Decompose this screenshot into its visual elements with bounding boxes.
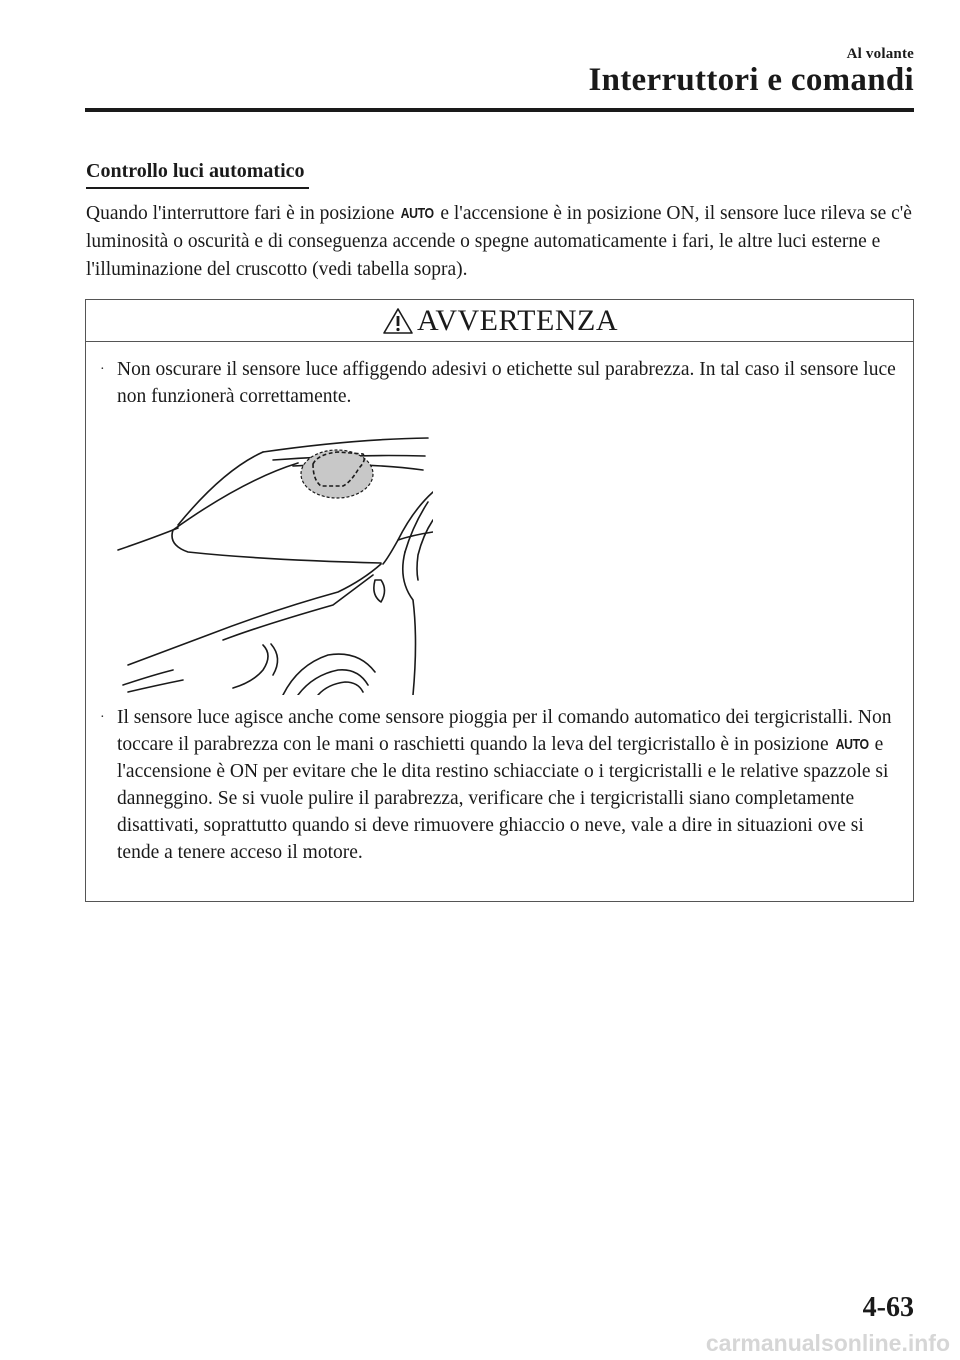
auto-badge: AUTO xyxy=(835,736,869,753)
warning-header xyxy=(86,300,913,342)
bullet-2-text xyxy=(117,704,900,866)
page-header-title: Interruttori e comandi xyxy=(588,62,914,98)
bullet-dot: · xyxy=(100,710,105,725)
bullet-dot: · xyxy=(100,362,105,377)
page-number: 4-63 xyxy=(862,1292,914,1323)
warning-triangle-icon xyxy=(381,305,415,337)
warning-bullet-2 xyxy=(100,704,900,866)
warning-box xyxy=(85,299,914,902)
warning-label: AVVERTENZA xyxy=(417,303,618,337)
bullet-2-text-before: Il sensore luce agisce anche come sensore pioggia per il comando automatico dei tergicristalli. Non toccare il parabrezza con le mani o raschietti quando la leva del tergicristallo è in posizione xyxy=(117,707,892,755)
section-title: Controllo luci automatico xyxy=(86,160,309,189)
watermark: carmanualsonline.info xyxy=(705,1330,950,1356)
header-section-label: Al volante xyxy=(846,46,914,62)
warning-bullet-1 xyxy=(100,356,900,410)
car-windshield-sensor-illustration xyxy=(113,430,433,695)
bullet-1-text: Non oscurare il sensore luce affiggendo adesivi o etichette sul parabrezza. In tal caso il sensore luce non funzionerà correttamente. xyxy=(117,359,896,407)
bullet-2-text-after: e l'accensione è ON per evitare che le dita restino schiacciate o i tergicristalli e le relative spazzole si danneggino. Se si vuole pulire il parabrezza, verificare che i tergicristalli siano completamente disattivati, soprattutto quando si deve rimuovere ghiaccio o neve, vale a dire in situazioni ove si tende a tenere acceso il motore. xyxy=(117,734,889,863)
sensor-area xyxy=(301,450,373,498)
intro-paragraph xyxy=(86,200,916,284)
intro-text-before: Quando l'interruttore fari è in posizione xyxy=(86,203,395,224)
auto-badge: AUTO xyxy=(400,205,434,222)
intro-text-after: e l'accensione è in posizione ON, il sensore luce rileva se c'è luminosità o oscurità e di conseguenza accende o spegne automaticamente i fari, le altre luci esterne e l'illuminazione del cruscotto (vedi tabella sopra). xyxy=(86,203,912,280)
header-rule xyxy=(85,108,914,112)
